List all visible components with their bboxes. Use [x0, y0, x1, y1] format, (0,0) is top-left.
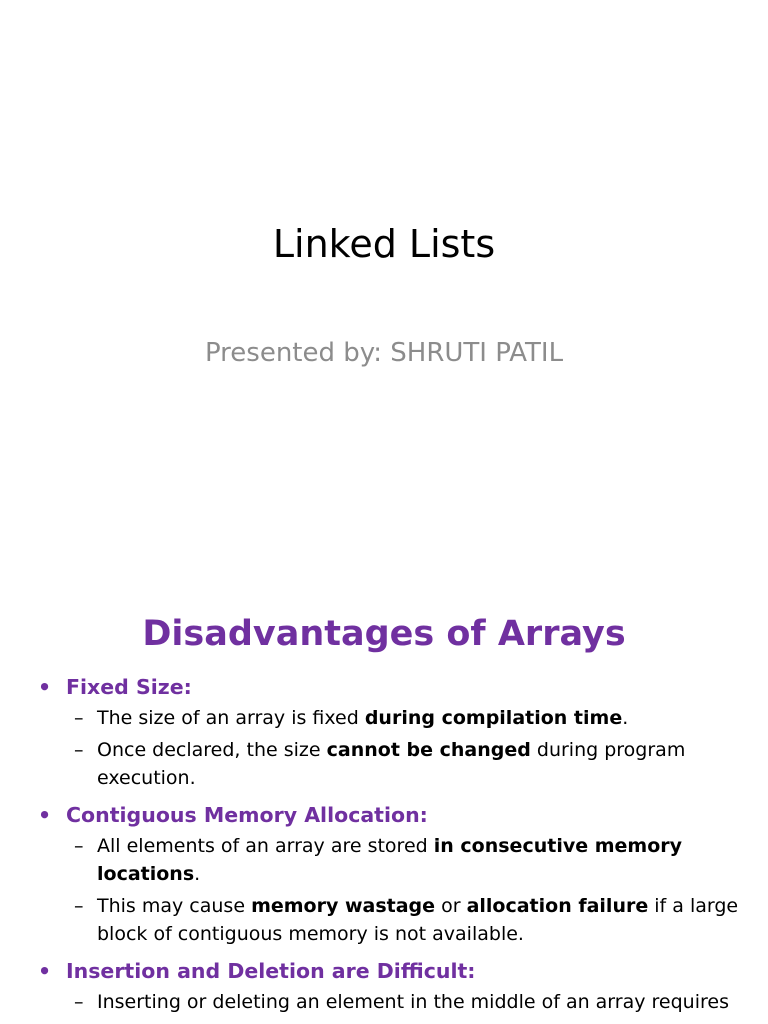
sub-bullet	[38, 704, 748, 732]
section	[38, 798, 748, 948]
dash-icon: –	[74, 991, 84, 1013]
sub-bullet	[38, 736, 748, 792]
emphasis-text: cannot be changed	[326, 739, 531, 761]
dash-icon: –	[74, 739, 84, 761]
dash-icon: –	[74, 895, 84, 917]
body-text: during program execution.	[97, 739, 686, 789]
sub-bullet	[38, 892, 748, 948]
emphasis-text: during compilation time	[364, 707, 623, 729]
section-heading	[38, 954, 748, 988]
bullet-icon: •	[38, 675, 52, 699]
bullet-icon: •	[38, 803, 52, 827]
section	[38, 670, 748, 792]
section-heading	[38, 670, 748, 704]
body-text: The size of an array is fixed	[97, 707, 365, 729]
body-text: or	[435, 895, 467, 917]
body-text: .	[622, 707, 629, 729]
body-text: .	[194, 863, 201, 885]
body-text: if a large block of contiguous memory is not available.	[97, 895, 739, 945]
section-heading-text: Contiguous Memory Allocation:	[66, 803, 428, 827]
sub-bullet	[38, 988, 748, 1016]
body-text: This may cause	[97, 895, 252, 917]
emphasis-text: in consecutive memory locations	[97, 835, 683, 885]
section	[38, 954, 748, 1016]
emphasis-text: allocation failure	[466, 895, 649, 917]
dash-icon: –	[74, 707, 84, 729]
slide-title: Linked Lists	[272, 222, 496, 266]
section-heading-text: Insertion and Deletion are Difficult:	[66, 959, 476, 983]
body-text: Once declared, the size	[97, 739, 327, 761]
content-slide	[0, 576, 768, 1024]
body-text: All elements of an array are stored	[97, 835, 434, 857]
emphasis-text: memory wastage	[251, 895, 436, 917]
section-heading	[38, 798, 748, 832]
bullet-icon: •	[38, 959, 52, 983]
slide-subtitle: Presented by: SHRUTI PATIL	[204, 338, 564, 368]
sub-bullet	[38, 832, 748, 888]
body-text: Inserting or deleting an element in the middle of an array requires	[97, 991, 729, 1013]
bullet-list	[38, 670, 748, 1022]
section-heading-text: Fixed Size:	[66, 675, 192, 699]
dash-icon: –	[74, 835, 84, 857]
slide-heading: Disadvantages of Arrays	[142, 614, 626, 654]
